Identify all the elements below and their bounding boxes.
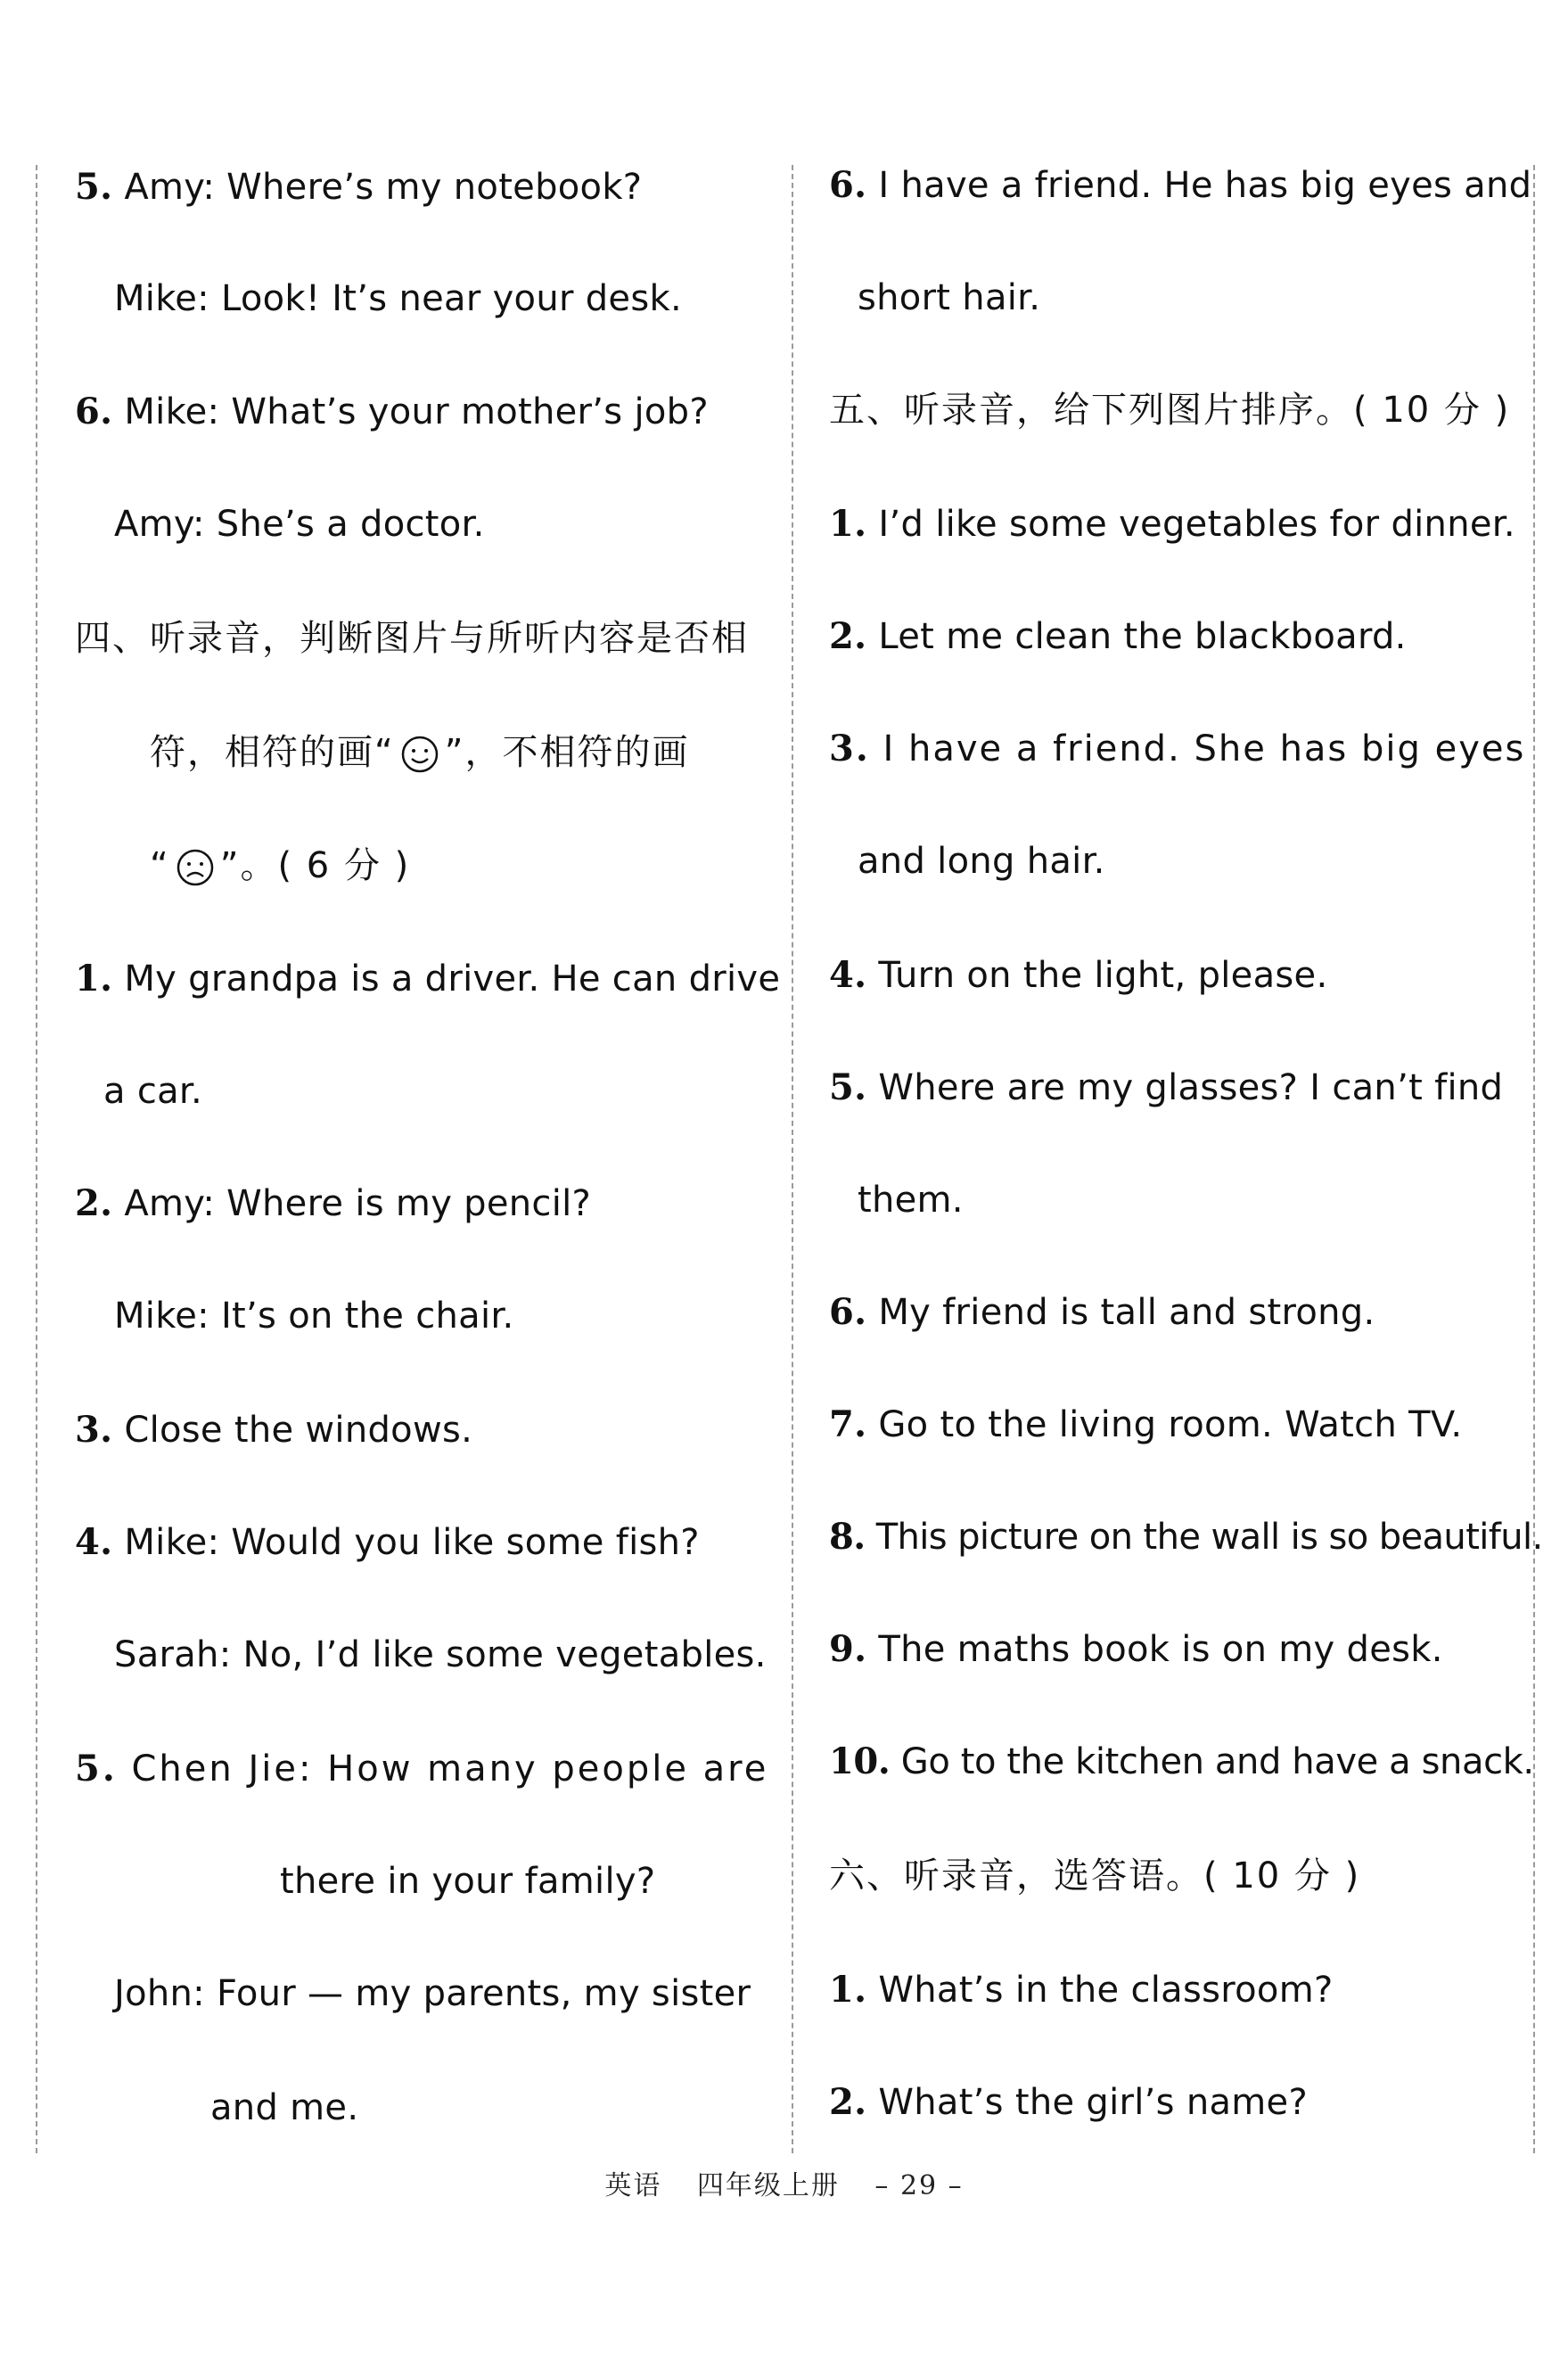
list-item: 2. What’s the girl’s name?	[829, 2081, 1309, 2123]
list-item: 6. My friend is tall and strong.	[829, 1291, 1375, 1333]
list-item: 1. What’s in the classroom?	[829, 1969, 1334, 2011]
list-item: short hair.	[858, 277, 1041, 318]
list-item: 6. Mike: What’s your mother’s job?	[75, 391, 709, 432]
list-item: and me.	[210, 2087, 359, 2128]
footer-grade: 四年级上册	[696, 2170, 840, 2201]
list-item: 4. Turn on the light, please.	[829, 954, 1328, 996]
list-item: 5. Chen Jie: How many people are	[75, 1748, 769, 1789]
section-6-heading: 六、听录音，选答语。( 10 分 )	[829, 1855, 1361, 1896]
footer-subject: 英语	[604, 2170, 662, 2201]
list-item: 3. Close the windows.	[75, 1409, 473, 1451]
list-item: them.	[858, 1180, 964, 1221]
margin-dashed-rule-right	[1533, 165, 1535, 2153]
column-dashed-divider	[792, 165, 793, 2153]
list-item: 7. Go to the living room. Watch TV.	[829, 1403, 1463, 1445]
list-item: 9. The maths book is on my desk.	[829, 1628, 1443, 1670]
list-item: Mike: Look! It’s near your desk.	[114, 278, 682, 319]
list-item: Mike: It’s on the chair.	[114, 1296, 514, 1337]
section-4-heading-line2: 符，相符的画“ ”，不相符的画	[150, 732, 690, 773]
list-item: 1. My grandpa is a driver. He can drive	[75, 958, 781, 1000]
page-number: – 29 –	[874, 2170, 964, 2201]
margin-dashed-rule-left	[36, 165, 37, 2153]
list-item: 1. I’d like some vegetables for dinner.	[829, 503, 1515, 545]
list-item: 2. Let me clean the blackboard.	[829, 615, 1407, 657]
list-item: 3. I have a friend. She has big eyes	[829, 728, 1526, 769]
list-item: 4. Mike: Would you like some fish?	[75, 1521, 700, 1563]
list-item: 5. Where are my glasses? I can’t find	[829, 1066, 1504, 1108]
list-item: 8. This picture on the wall is so beautiful.	[829, 1516, 1543, 1558]
section-5-heading: 五、听录音，给下列图片排序。( 10 分 )	[829, 390, 1511, 431]
list-item: Sarah: No, I’d like some vegetables.	[114, 1634, 767, 1675]
list-item: a car.	[103, 1071, 203, 1112]
list-item: 5. Amy: Where’s my notebook?	[75, 166, 643, 208]
section-4-heading-line3: “ ”。( 6 分 )	[150, 845, 411, 886]
frowning-face-icon	[176, 848, 215, 887]
section-4-heading: 四、听录音，判断图片与所听内容是否相	[75, 618, 749, 659]
list-item: John: Four — my parents, my sister	[114, 1973, 751, 2014]
page-footer	[0, 2163, 1568, 2202]
smiling-face-icon	[400, 735, 439, 774]
list-item: 10. Go to the kitchen and have a snack.	[829, 1740, 1534, 1782]
list-item: 6. I have a friend. He has big eyes and	[829, 164, 1532, 206]
list-item: Amy: She’s a doctor.	[114, 504, 485, 545]
list-item: and long hair.	[858, 841, 1105, 882]
list-item: 2. Amy: Where is my pencil?	[75, 1182, 592, 1224]
list-item: there in your family?	[280, 1861, 656, 1902]
